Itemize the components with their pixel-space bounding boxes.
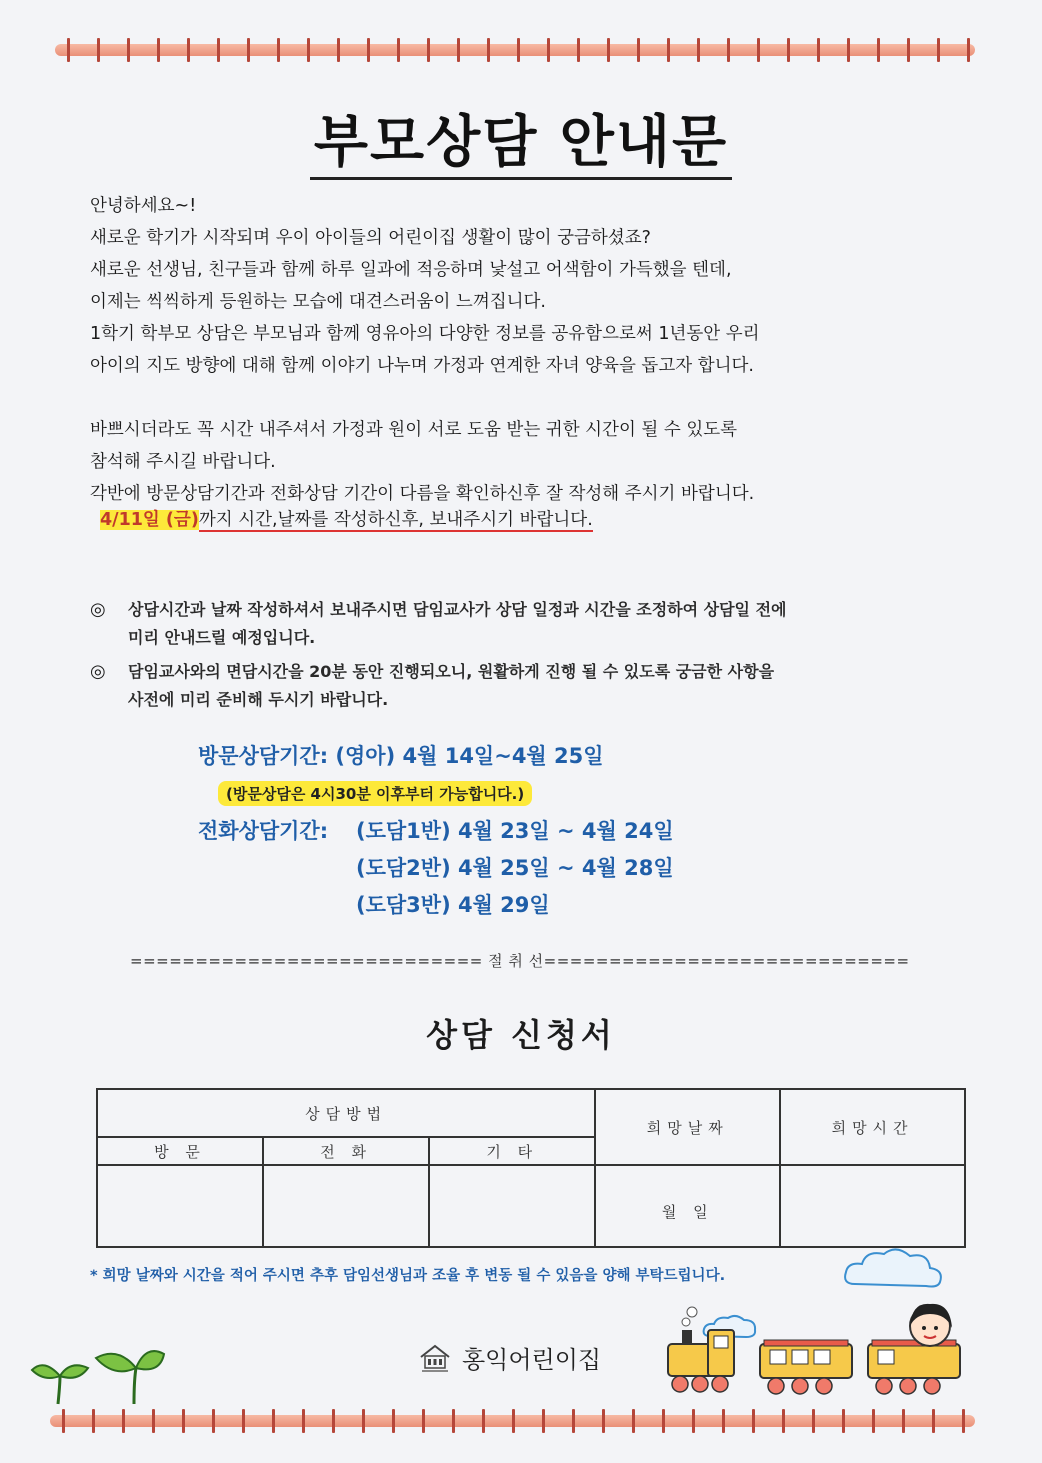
method-phone-cell[interactable] [263,1165,429,1247]
rail-tick [932,1409,935,1433]
rail-tick [967,38,970,62]
visit-period: 방문상담기간: (영아) 4월 14일~4월 25일 [198,744,604,768]
school-brand [418,1340,601,1375]
intro-line: 참석해 주시길 바랍니다. [90,452,276,472]
bullet-icon: ◎ [90,661,106,682]
form-title: 상담 신청서 [426,1016,616,1054]
rail-tick [637,38,640,62]
rail-tick [487,38,490,62]
time-header: 희망시간 [780,1089,965,1165]
rail-tick [602,1409,605,1433]
time-cell[interactable] [780,1165,965,1247]
phone-period-class3: (도담3반) 4월 29일 [356,893,550,917]
intro-line: 각반에 방문상담기간과 전화상담 기간이 다름을 확인하신후 잘 작성해 주시기 바랍니다. [90,484,755,504]
school-logo-icon [418,1343,452,1373]
rail-tick [547,38,550,62]
rail-tick [182,1409,185,1433]
intro-text [90,190,950,510]
intro-line: 새로운 선생님, 친구들과 함께 하루 일과에 적응하며 낯설고 어색함이 가득했을 텐데, [90,260,732,280]
method-phone-header: 전 화 [263,1137,429,1165]
cloud-icon [840,1244,950,1294]
rail-tick [272,1409,275,1433]
rail-tick [607,38,610,62]
train-illustration-icon [660,1300,980,1420]
rail-tick [127,38,130,62]
rail-tick [217,38,220,62]
rail-tick [877,38,880,62]
deadline-text: 까지 시간,날짜를 작성하신후, 보내주시기 바랍니다. [198,510,593,530]
note-item [90,596,950,652]
rail-tick [842,1409,845,1433]
footnote: * 희망 날짜와 시간을 적어 주시면 추후 담임선생님과 조율 후 변동 될 수 있음을 양해 부탁드립니다. [90,1268,726,1284]
note-line: 미리 안내드릴 예정입니다. [128,628,316,647]
rail-tick [152,1409,155,1433]
rail-tick [902,1409,905,1433]
intro-line: 아이의 지도 방향에 대해 함께 이야기 나누며 가정과 연계한 자녀 양육을 돕고자 합니다. [90,356,754,376]
intro-line: 바쁘시더라도 꼭 시간 내주셔서 가정과 원이 서로 도움 받는 귀한 시간이 될 수 있도록 [90,420,738,440]
bullet-icon: ◎ [90,599,106,620]
rail-tick [907,38,910,62]
page-title: 부모상담 안내문 [0,98,1042,178]
rail-tick [517,38,520,62]
note-item [90,658,950,714]
rail-tick [962,1409,965,1433]
method-other-cell[interactable] [429,1165,595,1247]
intro-line: 안녕하세요~! [90,196,197,216]
rail-tick [187,38,190,62]
method-visit-cell[interactable] [97,1165,263,1247]
rail-tick [367,38,370,62]
rail-tick [572,1409,575,1433]
rail-tick [337,38,340,62]
rail-tick [332,1409,335,1433]
rail-tick [122,1409,125,1433]
note-line: 담임교사와의 면담시간을 20분 동안 진행되오니, 원활하게 진행 될 수 있도록 궁금한 사항을 [128,662,775,681]
rail-tick [577,38,580,62]
rail-tick [817,38,820,62]
rail-tick [362,1409,365,1433]
rail-tick [427,38,430,62]
school-name: 홍익어린이집 [462,1346,602,1374]
method-visit-header: 방 문 [97,1137,263,1165]
rail-tick [667,38,670,62]
date-header: 희망날짜 [595,1089,780,1165]
rail-tick [662,1409,665,1433]
bottom-rail-ticks [50,1409,975,1433]
rail-tick [422,1409,425,1433]
rail-tick [542,1409,545,1433]
rail-tick [812,1409,815,1433]
phone-period-class1: (도담1반) 4월 23일 ~ 4월 24일 [356,819,674,843]
rail-tick [757,38,760,62]
intro-line: 1학기 학부모 상담은 부모님과 함께 영유아의 다양한 정보를 공유함으로써 1년동안 우리 [90,324,760,344]
rail-tick [482,1409,485,1433]
phone-period-label: 전화상담기간: [198,819,329,843]
rail-tick [752,1409,755,1433]
rail-tick [67,38,70,62]
rail-tick [452,1409,455,1433]
rail-tick [632,1409,635,1433]
rail-tick [242,1409,245,1433]
deadline-date: 4/11일 (금) [100,510,199,530]
method-other-header: 기 타 [429,1137,595,1165]
rail-tick [787,38,790,62]
rail-tick [157,38,160,62]
cut-line: =========================== 절 취 선============================ [130,952,910,970]
rail-tick [512,1409,515,1433]
intro-line: 새로운 학기가 시작되며 우이 아이들의 어린이집 생활이 많이 궁금하셨죠? [90,228,651,248]
rail-tick [302,1409,305,1433]
rail-tick [212,1409,215,1433]
rail-tick [692,1409,695,1433]
rail-tick [727,38,730,62]
rail-tick [392,1409,395,1433]
method-header: 상담방법 [97,1089,595,1137]
visit-note: (방문상담은 4시30분 이후부터 가능합니다.) [218,781,532,806]
rail-tick [872,1409,875,1433]
date-cell[interactable]: 월 일 [595,1165,780,1247]
rail-tick [277,38,280,62]
rail-tick [62,1409,65,1433]
deadline-line [100,506,593,531]
rail-tick [397,38,400,62]
sprout-icon [30,1340,170,1406]
phone-period-class2: (도담2반) 4월 25일 ~ 4월 28일 [356,856,674,880]
rail-tick [92,1409,95,1433]
intro-line: 이제는 씩씩하게 등원하는 모습에 대견스러움이 느껴집니다. [90,292,546,312]
rail-tick [97,38,100,62]
rail-tick [722,1409,725,1433]
rail-tick [697,38,700,62]
rail-tick [247,38,250,62]
note-line: 상담시간과 날짜 작성하셔서 보내주시면 담임교사가 상담 일정과 시간을 조정하여 상담일 전에 [128,600,787,619]
application-form-table [96,1088,966,1248]
rail-tick [847,38,850,62]
rail-tick [457,38,460,62]
rail-tick [937,38,940,62]
notes-list [90,596,950,720]
rail-tick [307,38,310,62]
note-line: 사전에 미리 준비해 두시기 바랍니다. [128,690,389,709]
top-rail-ticks [55,38,975,62]
rail-tick [782,1409,785,1433]
